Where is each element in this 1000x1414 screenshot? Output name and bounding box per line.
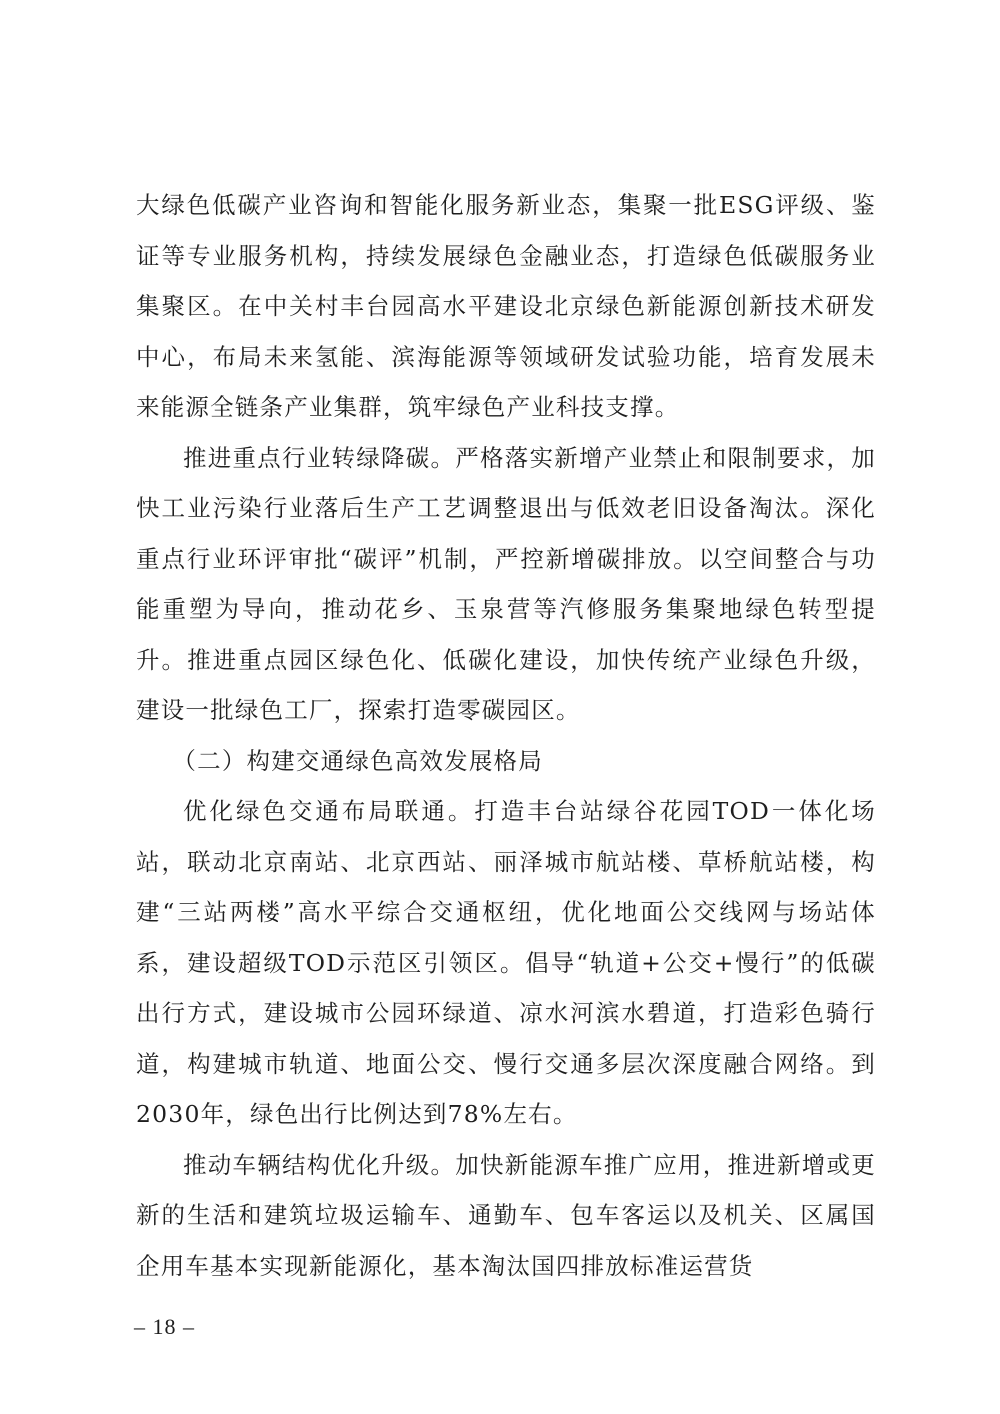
body-text xyxy=(136,180,876,1291)
page-number: – 18 – xyxy=(134,1314,195,1339)
paragraph-industry-decarbonization: 推进重点行业转绿降碳。严格落实新增产业禁止和限制要求，加快工业污染行业落后生产工艺调整退出与低效老旧设备淘汰。深化重点行业环评审批“碳评”机制，严控新增碳排放。以空间整合与功能重塑为导向，推动花乡、玉泉营等汽修服务集聚地绿色转型提升。推进重点园区绿色化、低碳化建设，加快传统产业绿色升级，建设一批绿色工厂，探索打造零碳园区。 xyxy=(136,443,876,724)
paragraph-vehicle-structure: 推动车辆结构优化升级。加快新能源车推广应用，推进新增或更新的生活和建筑垃圾运输车、通勤车、包车客运以及机关、区属国企用车基本实现新能源化，基本淘汰国四排放标准运营货 xyxy=(136,1150,876,1280)
paragraph-green-transport-layout: 优化绿色交通布局联通。打造丰台站绿谷花园TOD一体化场站，联动北京南站、北京西站、丽泽城市航站楼、草桥航站楼，构建“三站两楼”高水平综合交通枢纽，优化地面公交线网与场站体系，建设超级TOD示范区引领区。倡导“轨道+公交+慢行”的低碳出行方式，建设城市公园环绿道、凉水河滨水碧道，打造彩色骑行道，构建城市轨道、地面公交、慢行交通多层次深度融合网络。到2030年，绿色出行比例达到78%左右。 xyxy=(136,797,876,1128)
paragraph-green-services-continued: 大绿色低碳产业咨询和智能化服务新业态，集聚一批ESG评级、鉴证等专业服务机构，持续发展绿色金融业态，打造绿色低碳服务业集聚区。在中关村丰台园高水平建设北京绿色新能源创新技术研发中心，布局未来氢能、滨海能源等领域研发试验功能，培育发展未来能源全链条产业集群，筑牢绿色产业科技支撑。 xyxy=(136,191,876,421)
section-heading-green-transport: （二）构建交通绿色高效发展格局 xyxy=(172,746,543,775)
